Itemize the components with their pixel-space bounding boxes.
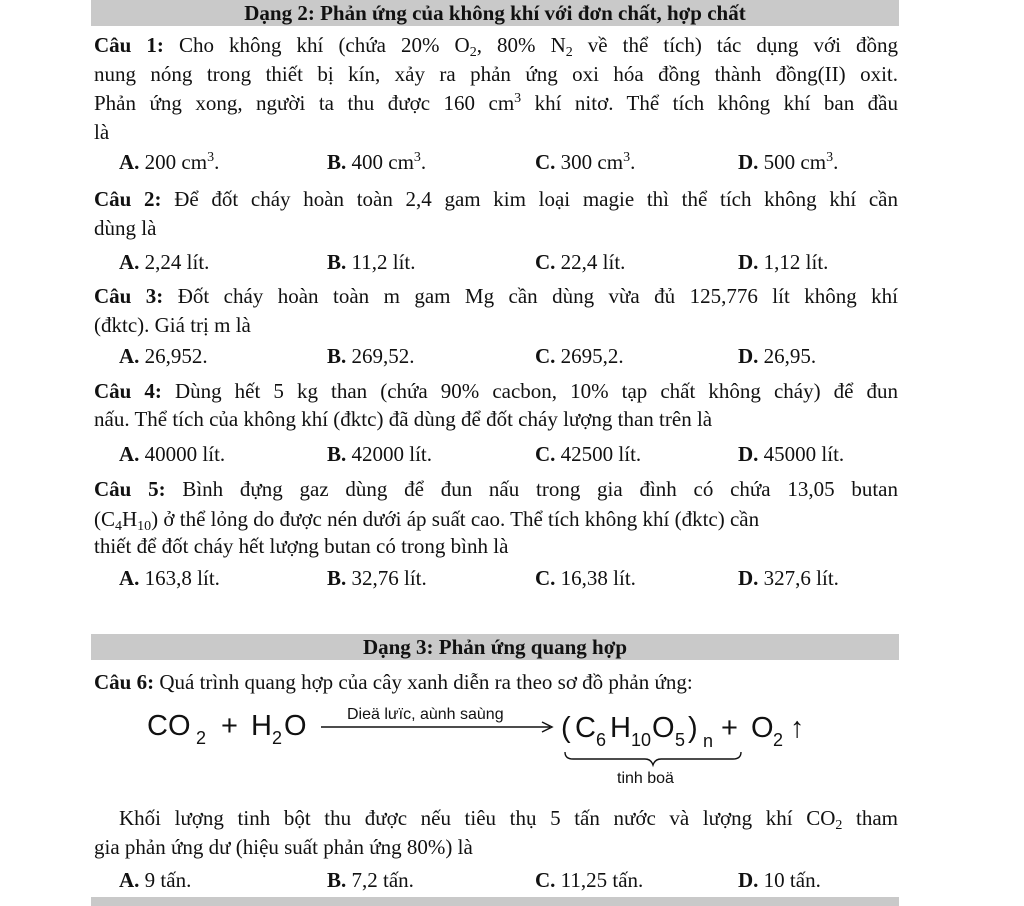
next-section-heading-bar: [91, 897, 899, 906]
eq-o: O: [751, 712, 774, 744]
eq-c: C: [575, 712, 596, 744]
option-text: 11,2 lít.: [346, 250, 416, 274]
superscript: 3: [826, 150, 834, 165]
option-text: 9 tấn.: [139, 868, 192, 892]
eq-sub-5: 5: [675, 730, 686, 750]
option-key: A.: [119, 566, 140, 590]
text: .: [420, 150, 427, 174]
eq-underbrace-label: tinh boä: [617, 770, 674, 787]
eq-lparen: (: [561, 712, 571, 744]
option-key: B.: [327, 868, 347, 892]
text: Khối lượng tinh bột thu được nếu tiêu thụ 5 tấn nước và lượng khí CO: [119, 806, 836, 830]
text: ) ở thể lỏng do được nén dưới áp suất cao. Thể tích không khí (đktc) cần: [151, 507, 760, 531]
eq-o: O: [284, 710, 307, 742]
subscript: 10: [137, 519, 152, 534]
section-heading-text: Dạng 3: Phản ứng quang hợp: [362, 635, 628, 659]
option-key: B.: [327, 566, 347, 590]
option-key: C.: [535, 250, 556, 274]
eq-plus-2: +: [721, 712, 738, 744]
option-key: C.: [535, 150, 556, 174]
text: dùng là: [94, 216, 157, 240]
underbrace: [565, 752, 741, 765]
option-text: 500 cm: [758, 150, 827, 174]
eq-h: H: [610, 712, 631, 744]
answer-option[interactable]: [119, 866, 191, 894]
option-text: 2,24 lít.: [139, 250, 210, 274]
answer-option[interactable]: [535, 866, 643, 894]
eq-sub-2: 2: [272, 728, 283, 748]
option-text: 10 tấn.: [758, 868, 821, 892]
text: , 80% N: [476, 33, 566, 57]
text: .: [833, 150, 839, 174]
superscript: 3: [623, 150, 631, 165]
eq-co: CO: [147, 710, 191, 742]
option-text: 2695,2.: [555, 344, 624, 368]
option-key: A.: [119, 868, 140, 892]
option-key: C.: [535, 868, 556, 892]
text: .: [630, 150, 636, 174]
option-text: 7,2 tấn.: [346, 868, 414, 892]
text: Dùng hết 5 kg than (chứa 90% cacbon, 10% tạp chất không cháy) để đun: [161, 379, 899, 403]
answer-option[interactable]: [738, 866, 821, 894]
eq-rparen: ): [688, 712, 698, 744]
option-text: 269,52.: [346, 344, 415, 368]
text: Đốt cháy hoàn toàn m gam Mg cần dùng vừa đủ 125,776 lít không khí: [163, 284, 898, 308]
option-text: 42500 lít.: [555, 442, 642, 466]
question-label: Câu 6:: [94, 670, 155, 694]
text: (đktc). Giá trị m là: [94, 313, 251, 337]
text: (C: [94, 507, 115, 531]
option-key: B.: [327, 250, 347, 274]
option-text: 1,12 lít.: [758, 250, 829, 274]
option-text: 22,4 lít.: [555, 250, 626, 274]
text: gia phản ứng dư (hiệu suất phản ứng 80%) là: [94, 835, 473, 859]
text: Phản ứng xong, người ta thu được 160 cm: [94, 91, 515, 115]
option-key: D.: [738, 868, 759, 892]
option-key: D.: [738, 442, 759, 466]
option-key: D.: [738, 250, 759, 274]
option-key: A.: [119, 442, 140, 466]
eq-up-arrow: ↑: [790, 712, 805, 744]
text: tham: [842, 806, 898, 830]
option-text: 16,38 lít.: [555, 566, 636, 590]
option-key: A.: [119, 150, 140, 174]
text: là: [94, 120, 110, 144]
text: Để đốt cháy hoàn toàn 2,4 gam kim loại magie thì thể tích không khí cần: [161, 187, 899, 211]
eq-arrow-label: Dieä lưïc, aùnh saùng: [347, 706, 504, 723]
option-text: 327,6 lít.: [758, 566, 839, 590]
option-text: 200 cm: [139, 150, 208, 174]
option-text: 163,8 lít.: [139, 566, 220, 590]
option-text: 42000 lít.: [346, 442, 433, 466]
question-label: Câu 3:: [94, 284, 164, 308]
option-text: 400 cm: [346, 150, 414, 174]
eq-sub-6: 6: [596, 730, 607, 750]
question-label: Câu 2:: [94, 187, 162, 211]
section-heading-text: Dạng 2: Phản ứng của không khí với đơn chất, hợp chất: [244, 1, 746, 25]
superscript: 3: [514, 91, 522, 106]
eq-plus-1: +: [221, 710, 238, 742]
option-text: 32,76 lít.: [346, 566, 427, 590]
question-6-line-3: [94, 833, 898, 861]
text: về thể tích) tác dụng với đồng: [572, 33, 898, 57]
question-label: Câu 5:: [94, 477, 166, 501]
option-text: 26,952.: [139, 344, 208, 368]
option-text: 26,95.: [758, 344, 817, 368]
text: thiết để đốt cháy hết lượng butan có trong bình là: [94, 534, 509, 558]
question-label: Câu 4:: [94, 379, 162, 403]
superscript: 3: [207, 150, 215, 165]
text: .: [214, 150, 220, 174]
eq-sub-2: 2: [773, 730, 784, 750]
superscript: 3: [413, 150, 421, 165]
text: khí nitơ. Thể tích không khí ban đầu: [521, 91, 898, 115]
text: Bình đựng gaz dùng để đun nấu trong gia đình có chứa 13,05 butan: [165, 477, 898, 501]
subscript: 2: [565, 45, 573, 60]
text: Cho không khí (chứa 20% O: [163, 33, 470, 57]
subscript: 2: [469, 45, 477, 60]
option-key: C.: [535, 566, 556, 590]
text: Quá trình quang hợp của cây xanh diễn ra theo sơ đồ phản ứng:: [154, 670, 693, 694]
subscript: 4: [115, 519, 122, 534]
text: nấu. Thể tích của không khí (đktc) đã dùng để đốt cháy lượng than trên là: [94, 407, 713, 431]
answer-option[interactable]: [327, 866, 414, 894]
option-key: D.: [738, 344, 759, 368]
question-label: Câu 1:: [94, 33, 164, 57]
text: nung nóng trong thiết bị kín, xảy ra phản ứng oxi hóa đồng thành đồng(II) oxit.: [94, 62, 898, 86]
option-text: 45000 lít.: [758, 442, 845, 466]
eq-o: O: [652, 712, 675, 744]
eq-sub-2: 2: [196, 728, 207, 748]
option-text: 40000 lít.: [139, 442, 226, 466]
option-key: C.: [535, 344, 556, 368]
eq-sub-10: 10: [631, 730, 652, 750]
subscript: 2: [835, 818, 843, 833]
option-key: A.: [119, 250, 140, 274]
option-key: B.: [327, 344, 347, 368]
option-key: B.: [327, 150, 347, 174]
option-key: C.: [535, 442, 556, 466]
option-key: D.: [738, 150, 759, 174]
option-key: B.: [327, 442, 347, 466]
text: H: [122, 507, 138, 531]
question-6-line-2: [119, 804, 898, 832]
option-text: 300 cm: [555, 150, 624, 174]
option-text: 11,25 tấn.: [555, 868, 644, 892]
option-key: A.: [119, 344, 140, 368]
eq-h: H: [251, 710, 272, 742]
eq-sub-n: n: [703, 731, 714, 751]
option-key: D.: [738, 566, 759, 590]
